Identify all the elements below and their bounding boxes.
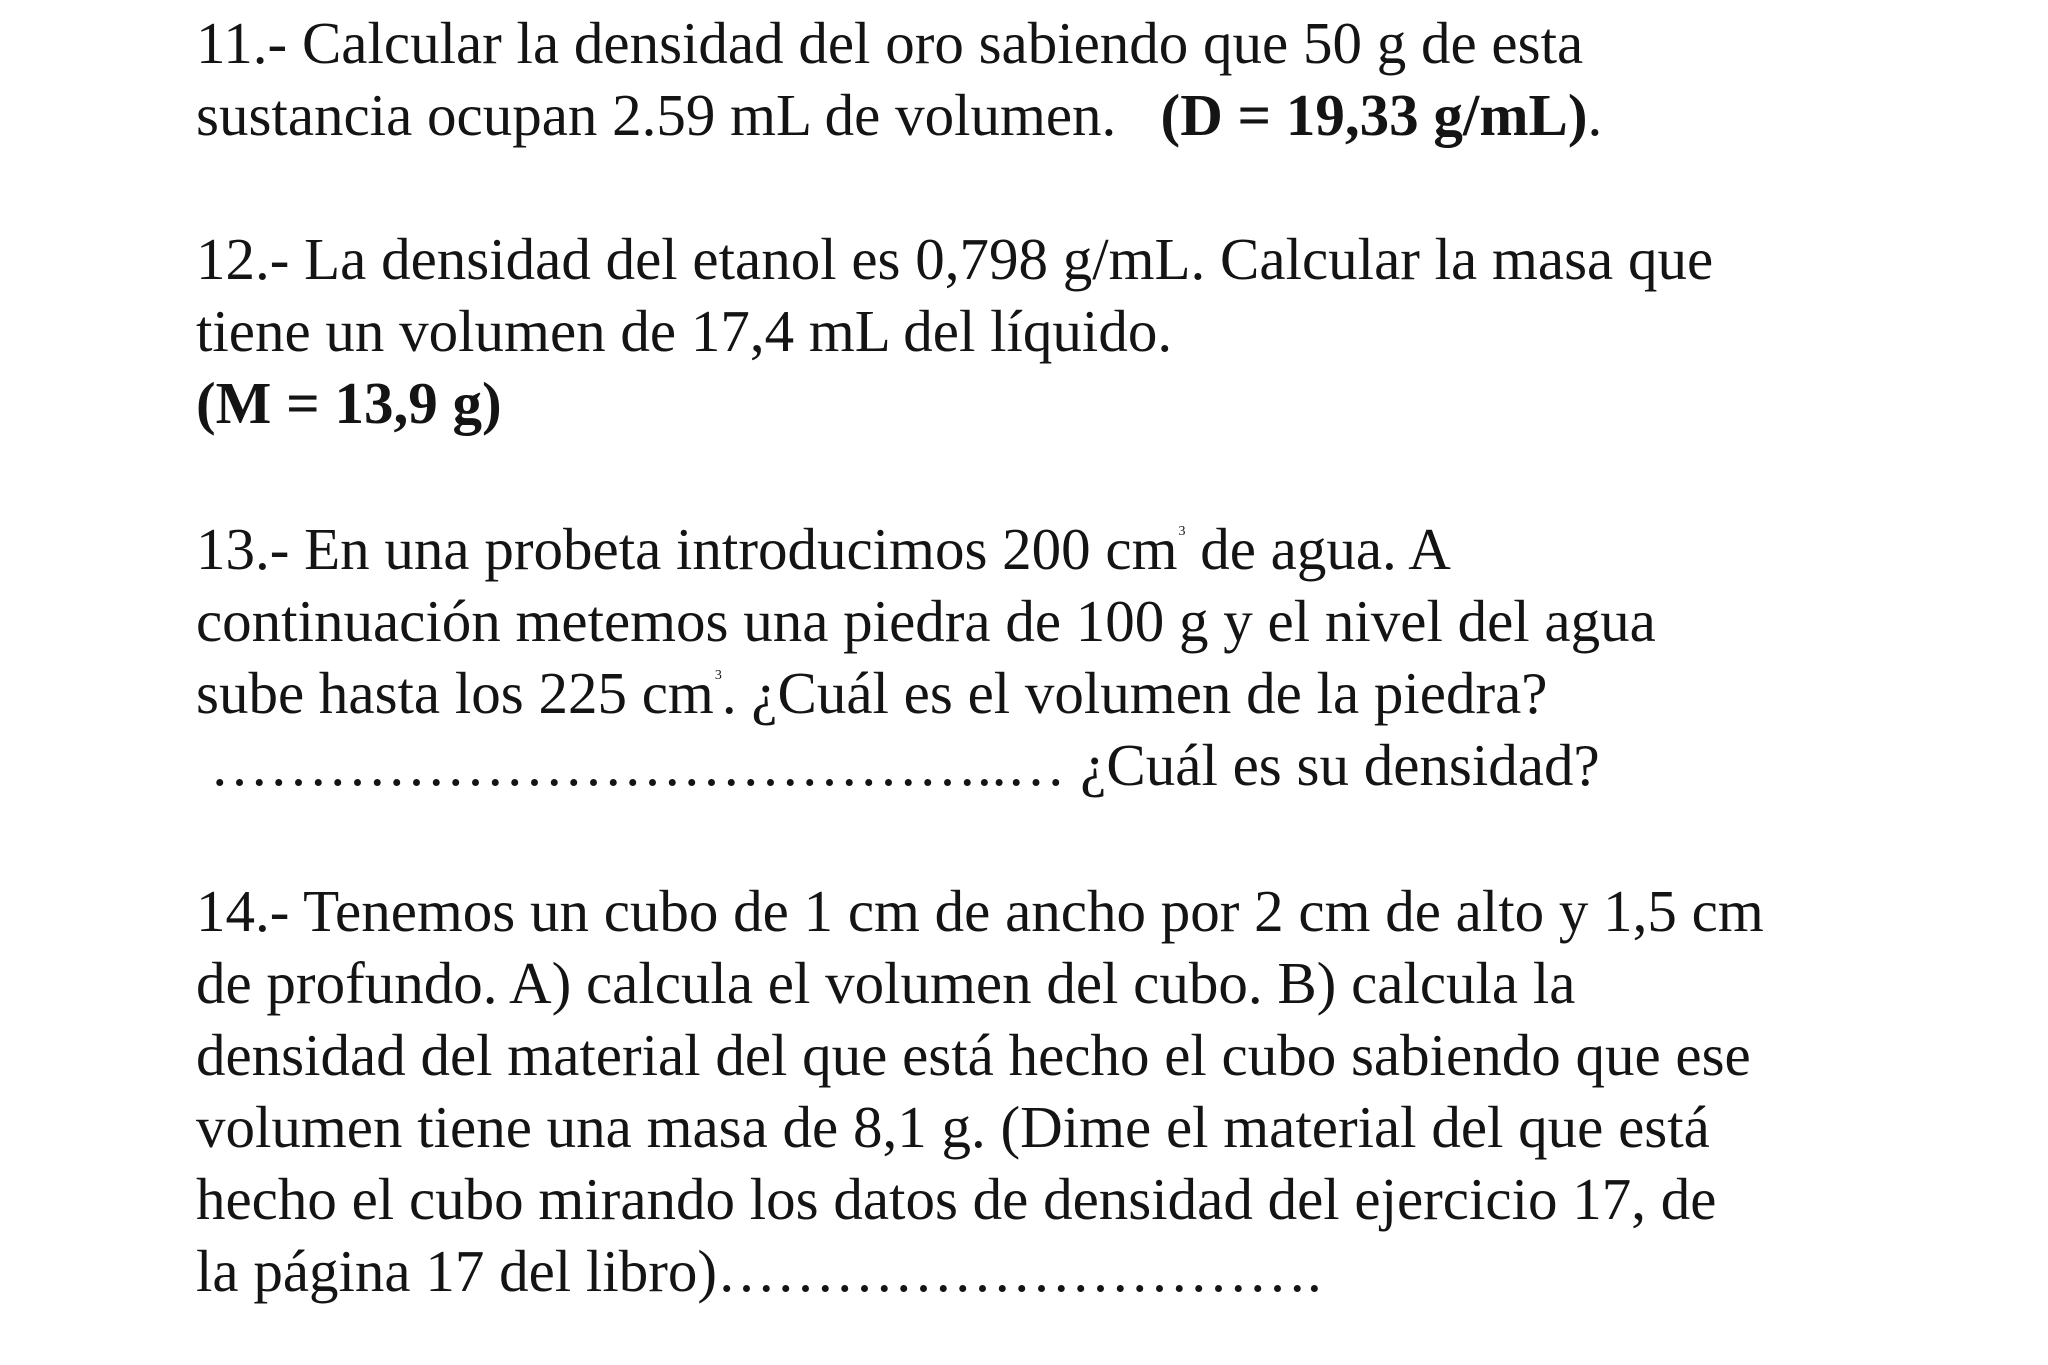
answer-dots: …………………………………..… — [210, 732, 1066, 798]
cubic-superscript: 3 — [714, 668, 722, 683]
exercise-11-line-2 — [196, 80, 1602, 150]
exercise-14-line-5: hecho el cubo mirando los datos de densidad del ejercicio 17, de — [196, 1166, 1717, 1232]
exercise-13-line-4 — [210, 730, 1600, 800]
exercise-13-density-question: ¿Cuál es su densidad? — [1065, 732, 1600, 798]
exercise-13-line-1-a: 13.- En una probeta introducimos 200 cm — [196, 516, 1178, 582]
exercise-13-line-1-b: de agua. A — [1185, 516, 1451, 582]
exercise-12-answer: (M = 13,9 g) — [196, 370, 502, 436]
exercise-14-line-1: 14.- Tenemos un cubo de 1 cm de ancho por 2 cm de alto y 1,5 cm — [196, 878, 1764, 944]
exercise-12-line-2: tiene un volumen de 17,4 mL del líquido. — [196, 298, 1173, 364]
exercise-11-answer: (D = 19,33 g/mL) — [1160, 82, 1588, 148]
exercise-13-line-2: continuación metemos una piedra de 100 g y el nivel del agua — [196, 588, 1656, 654]
cubic-superscript: 3 — [1178, 524, 1186, 539]
exercise-13-line-1 — [196, 514, 1451, 584]
exercise-14-line-2: de profundo. A) calcula el volumen del cubo. B) calcula la — [196, 950, 1576, 1016]
exercise-14-line-3: densidad del material del que está hecho el cubo sabiendo que ese — [196, 1022, 1751, 1088]
exercise-11-text: sustancia ocupan 2.59 mL de volumen. — [196, 82, 1117, 148]
exercise-12-line-1: 12.- La densidad del etanol es 0,798 g/mL. Calcular la masa que — [196, 226, 1714, 292]
exercise-13-line-3 — [196, 658, 1548, 728]
exercise-14-line-6: la página 17 del libro)…………………………. — [196, 1238, 1322, 1304]
exercise-13-line-3-b: . ¿Cuál es el volumen de la piedra? — [721, 660, 1548, 726]
exercise-11-answer-end: . — [1587, 82, 1603, 148]
exercise-13-line-3-a: sube hasta los 225 cm — [196, 660, 714, 726]
exercise-14-line-4: volumen tiene una masa de 8,1 g. (Dime el material del que está — [196, 1094, 1710, 1160]
exercise-11-line-1: 11.- Calcular la densidad del oro sabiendo que 50 g de esta — [196, 10, 1584, 76]
